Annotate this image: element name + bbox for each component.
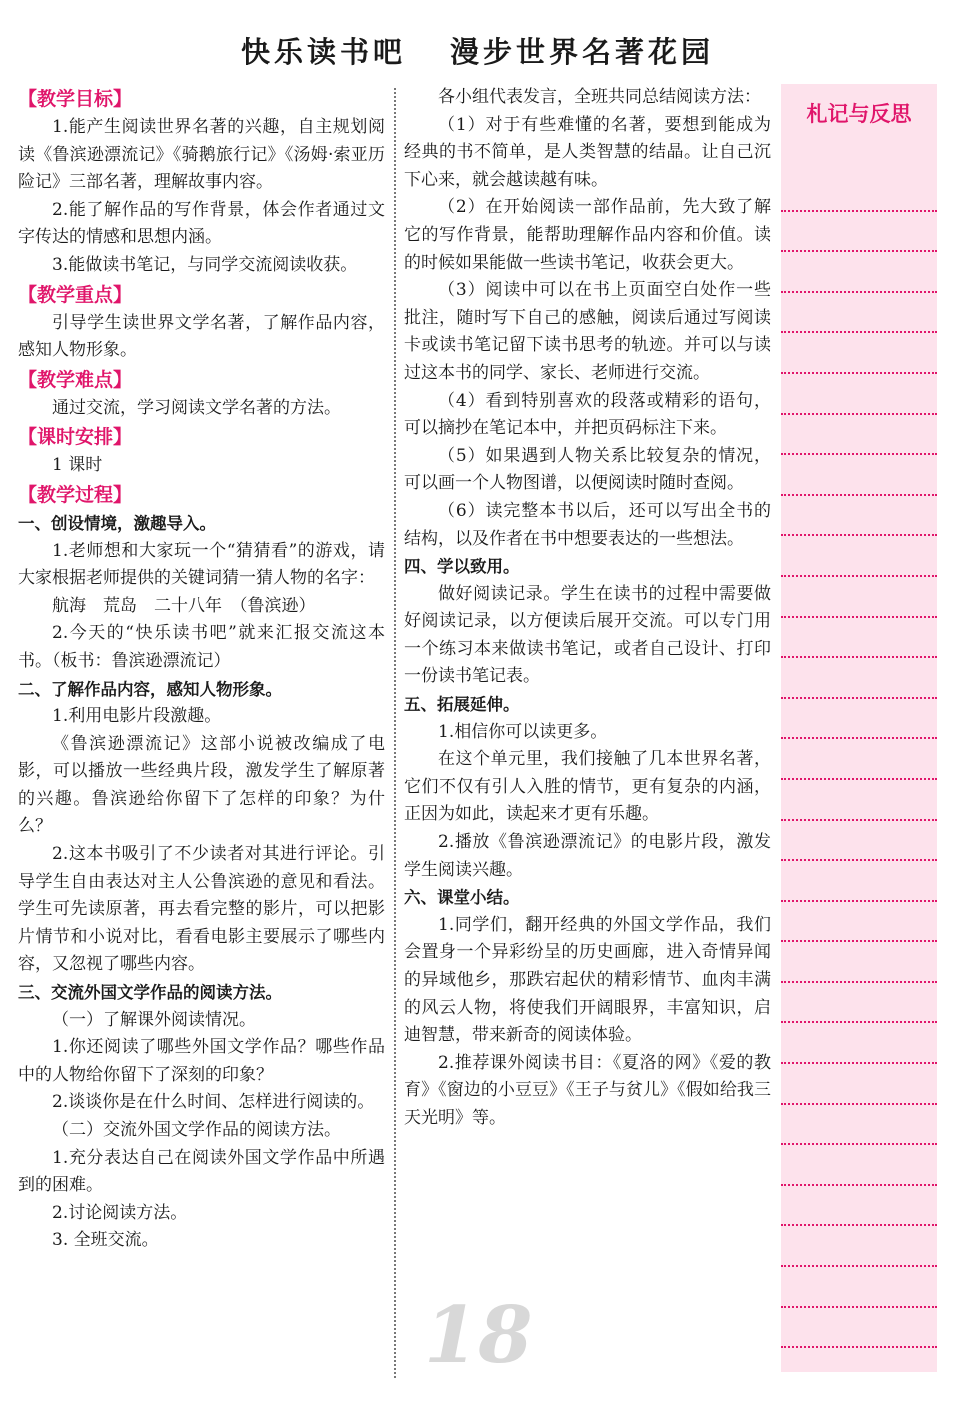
method-item: （1）对于有些难懂的名著，要想到能成为经典的书不简单，是人类智慧的结晶。让自己沉下心来，就会越读越有味。: [404, 114, 771, 190]
key-text: 引导学生读世界文学名著，了解作品内容，感知人物形象。: [18, 312, 385, 361]
method-item: （6）读完整本书以后，还可以写出全书的结构，以及作者在书中想要表达的一些想法。: [404, 500, 771, 549]
note-line[interactable]: [781, 1186, 937, 1227]
schedule-heading: 【课时安排】: [18, 426, 133, 449]
step-4-heading: 四、学以致用。: [404, 557, 520, 577]
note-line[interactable]: [781, 1105, 937, 1146]
step-3-paragraph: 1.你还阅读了哪些外国文学作品？哪些作品中的人物给你留下了深刻的印象？: [18, 1037, 385, 1085]
column-divider: [394, 88, 396, 1378]
method-item: （5）如果遇到人物关系比较复杂的情况，可以画一个人物图谱，以便阅读时随时查阅。: [404, 445, 771, 494]
methods-intro: 各小组代表发言，全班共同总结阅读方法：: [438, 87, 761, 107]
step-2-paragraph: 1.利用电影片段激趣。: [52, 706, 222, 727]
page-number: 18: [424, 1290, 533, 1381]
step-3-heading: 三、交流外国文学作品的阅读方法。: [18, 983, 282, 1003]
step-1-heading: 一、创设情境，激趣导入。: [18, 513, 216, 533]
note-line[interactable]: [781, 415, 937, 456]
note-line[interactable]: [781, 374, 937, 415]
note-line[interactable]: [781, 1226, 937, 1267]
step-3-paragraph: （一）了解课外阅读情况。: [52, 1009, 256, 1030]
note-line[interactable]: [781, 536, 937, 577]
goal-item: 2.能了解作品的写作背景，体会作者通过文字传达的情感和思想内涵。: [18, 199, 385, 248]
method-item: （2）在开始阅读一部作品前，先大致了解它的写作背景，能帮助理解作品内容和价值。读的时候如果能做一些读书笔记，收获会更大。: [404, 197, 771, 273]
step-3-paragraph: 2.谈谈你是在什么时间、怎样进行阅读的。: [52, 1092, 375, 1113]
step-5-heading: 五、拓展延伸。: [404, 695, 520, 715]
note-line[interactable]: [781, 699, 937, 740]
note-line[interactable]: [781, 293, 937, 334]
step-3-paragraph: （二）交流外国文学作品的阅读方法。: [52, 1120, 341, 1140]
note-line[interactable]: [781, 902, 937, 943]
step-1-paragraph: 1.老师想和大家玩一个“猜猜看”的游戏，请大家根据老师提供的关键词猜一猜人物的名字：: [18, 540, 385, 589]
note-line[interactable]: [781, 1308, 937, 1349]
step-6-paragraph: 2.推荐课外阅读书目：《夏洛的网》《爱的教育》《窗边的小豆豆》《王子与贫儿》《假如给我三天光明》等。: [404, 1052, 771, 1128]
note-line[interactable]: [781, 577, 937, 618]
note-line[interactable]: [781, 821, 937, 862]
note-line[interactable]: [781, 252, 937, 293]
step-1-paragraph: 2.今天的“快乐读书吧”就来汇报交流这本书。（板书：鲁滨逊漂流记）: [18, 623, 385, 671]
note-line[interactable]: [781, 1064, 937, 1105]
note-line[interactable]: [781, 1145, 937, 1186]
note-line[interactable]: [781, 496, 937, 537]
step-2-paragraph: 《鲁滨逊漂流记》这部小说被改编成了电影，可以播放一些经典片段，激发学生了解原著的兴趣。鲁滨逊给你留下了怎样的印象？为什么？: [18, 733, 385, 837]
note-line[interactable]: [781, 1267, 937, 1308]
step-4-paragraph: 做好阅读记录。学生在读书的过程中需要做好阅读记录，以方便读后展开交流。可以专门用一个练习本来做读书笔记，或者自己设计、打印一份读书笔记表。: [404, 583, 771, 687]
page-title-right: 漫步世界名著花园: [450, 35, 715, 69]
note-line[interactable]: [781, 618, 937, 659]
middle-column: [404, 84, 771, 1133]
step-6-heading: 六、课堂小结。: [404, 888, 520, 908]
note-line[interactable]: [781, 739, 937, 780]
process-heading: 【教学过程】: [18, 483, 133, 506]
step-1-keywords: 航海 荒岛 二十八年 （鲁滨逊）: [52, 595, 316, 616]
schedule-text: 1 课时: [52, 455, 103, 476]
notes-panel: [781, 84, 937, 1372]
note-line[interactable]: [781, 1023, 937, 1064]
method-item: （4）看到特别喜欢的段落或精彩的语句，可以摘抄在笔记本中，并把页码标注下来。: [404, 390, 771, 439]
note-line[interactable]: [781, 171, 937, 212]
goal-item: 1.能产生阅读世界名著的兴趣，自主规划阅读《鲁滨逊漂流记》《骑鹅旅行记》《汤姆·索亚历险记》三部名著，理解故事内容。: [18, 117, 385, 193]
page-title: [0, 30, 955, 71]
note-line[interactable]: [781, 212, 937, 253]
notes-title: 札记与反思: [806, 102, 912, 126]
step-3-paragraph: 1.充分表达自己在阅读外国文学作品中所遇到的困难。: [18, 1147, 385, 1196]
note-line[interactable]: [781, 780, 937, 821]
note-line[interactable]: [781, 861, 937, 902]
page-title-left: 快乐读书吧: [240, 35, 406, 69]
step-3-paragraph: 2.讨论阅读方法。: [52, 1202, 188, 1223]
goals-heading: 【教学目标】: [18, 88, 133, 110]
difficulty-text: 通过交流，学习阅读文学名著的方法。: [52, 397, 341, 418]
step-2-paragraph: 2.这本书吸引了不少读者对其进行评论。引导学生自由表达对主人公鲁滨逊的意见和看法。学生可先读原著，再去看完整的影片，可以把影片情节和小说对比，看看电影主要展示了哪些内容，又忽视了哪些内容。: [18, 844, 385, 975]
left-column: [18, 84, 385, 1255]
step-2-heading: 二、了解作品内容，感知人物形象。: [18, 679, 282, 699]
note-line[interactable]: [781, 455, 937, 496]
note-line[interactable]: [781, 658, 937, 699]
difficulty-heading: 【教学难点】: [18, 368, 133, 391]
goal-item: 3.能做读书笔记，与同学交流阅读收获。: [52, 254, 358, 275]
note-lines: [781, 171, 937, 1348]
step-5-paragraph: 2.播放《鲁滨逊漂流记》的电影片段，激发学生阅读兴趣。: [404, 832, 771, 880]
key-heading: 【教学重点】: [18, 283, 133, 306]
method-item: （3）阅读中可以在书上页面空白处作一些批注，随时写下自己的感触，阅读后通过写阅读卡或读书笔记留下读书思考的轨迹。并可以与读过这本书的同学、家长、老师进行交流。: [404, 280, 771, 383]
step-3-paragraph: 3. 全班交流。: [52, 1230, 159, 1251]
step-5-paragraph: 在这个单元里，我们接触了几本世界名著，它们不仅有引人入胜的情节，更有复杂的内涵，正因为如此，读起来才更有乐趣。: [404, 749, 771, 825]
note-line[interactable]: [781, 333, 937, 374]
step-5-paragraph: 1.相信你可以读更多。: [438, 721, 608, 742]
step-6-paragraph: 1.同学们，翻开经典的外国文学作品，我们会置身一个异彩纷呈的历史画廊，进入奇情异闻的异域他乡，那跌宕起伏的精彩情节、血肉丰满的风云人物，将使我们开阔眼界，丰富知识，启迪智慧，带来新奇的阅读体验。: [404, 914, 771, 1046]
note-line[interactable]: [781, 983, 937, 1024]
note-line[interactable]: [781, 942, 937, 983]
